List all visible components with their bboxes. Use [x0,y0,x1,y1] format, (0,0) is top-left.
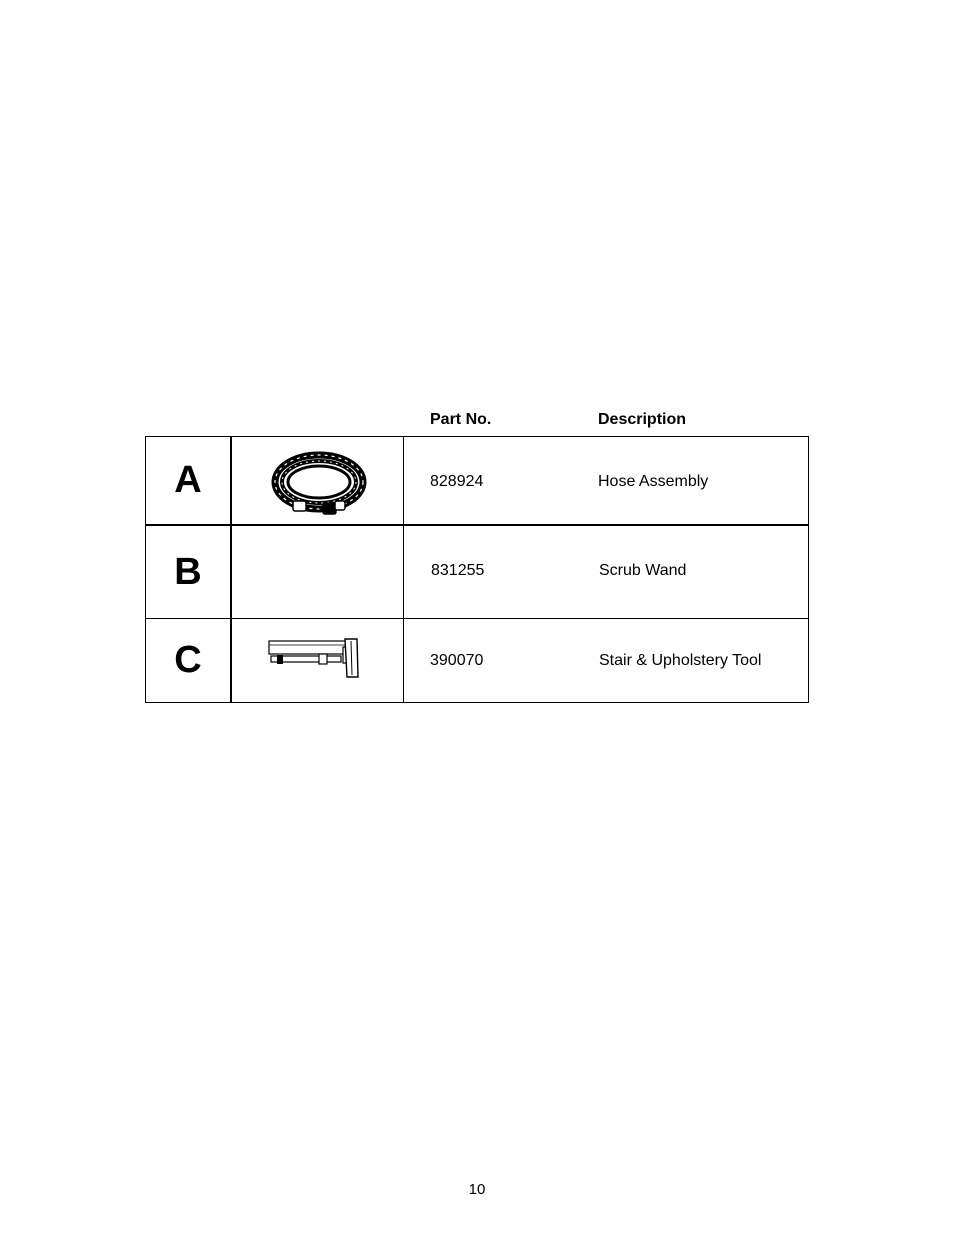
part-description: Stair & Upholstery Tool [599,652,762,669]
upholstery-tool-icon [267,637,367,683]
part-description: Hose Assembly [598,473,709,490]
part-description: Scrub Wand [599,562,687,579]
column-header-part-no: Part No. [430,411,492,428]
hose-coil-icon [269,449,369,519]
part-number: 828924 [430,473,484,490]
row-letter: C [146,619,232,702]
column-header-description: Description [598,411,687,428]
row-picture-cell [234,437,404,524]
row-picture-cell [234,526,404,618]
parts-table [145,436,809,703]
table-row [146,619,808,702]
part-number: 831255 [431,562,485,579]
table-row [146,526,808,619]
page-number: 10 [468,1181,486,1198]
row-letter: A [146,437,232,524]
row-letter: B [146,526,232,618]
table-row [146,437,808,526]
row-picture-cell [234,619,404,702]
part-number: 390070 [430,652,484,669]
